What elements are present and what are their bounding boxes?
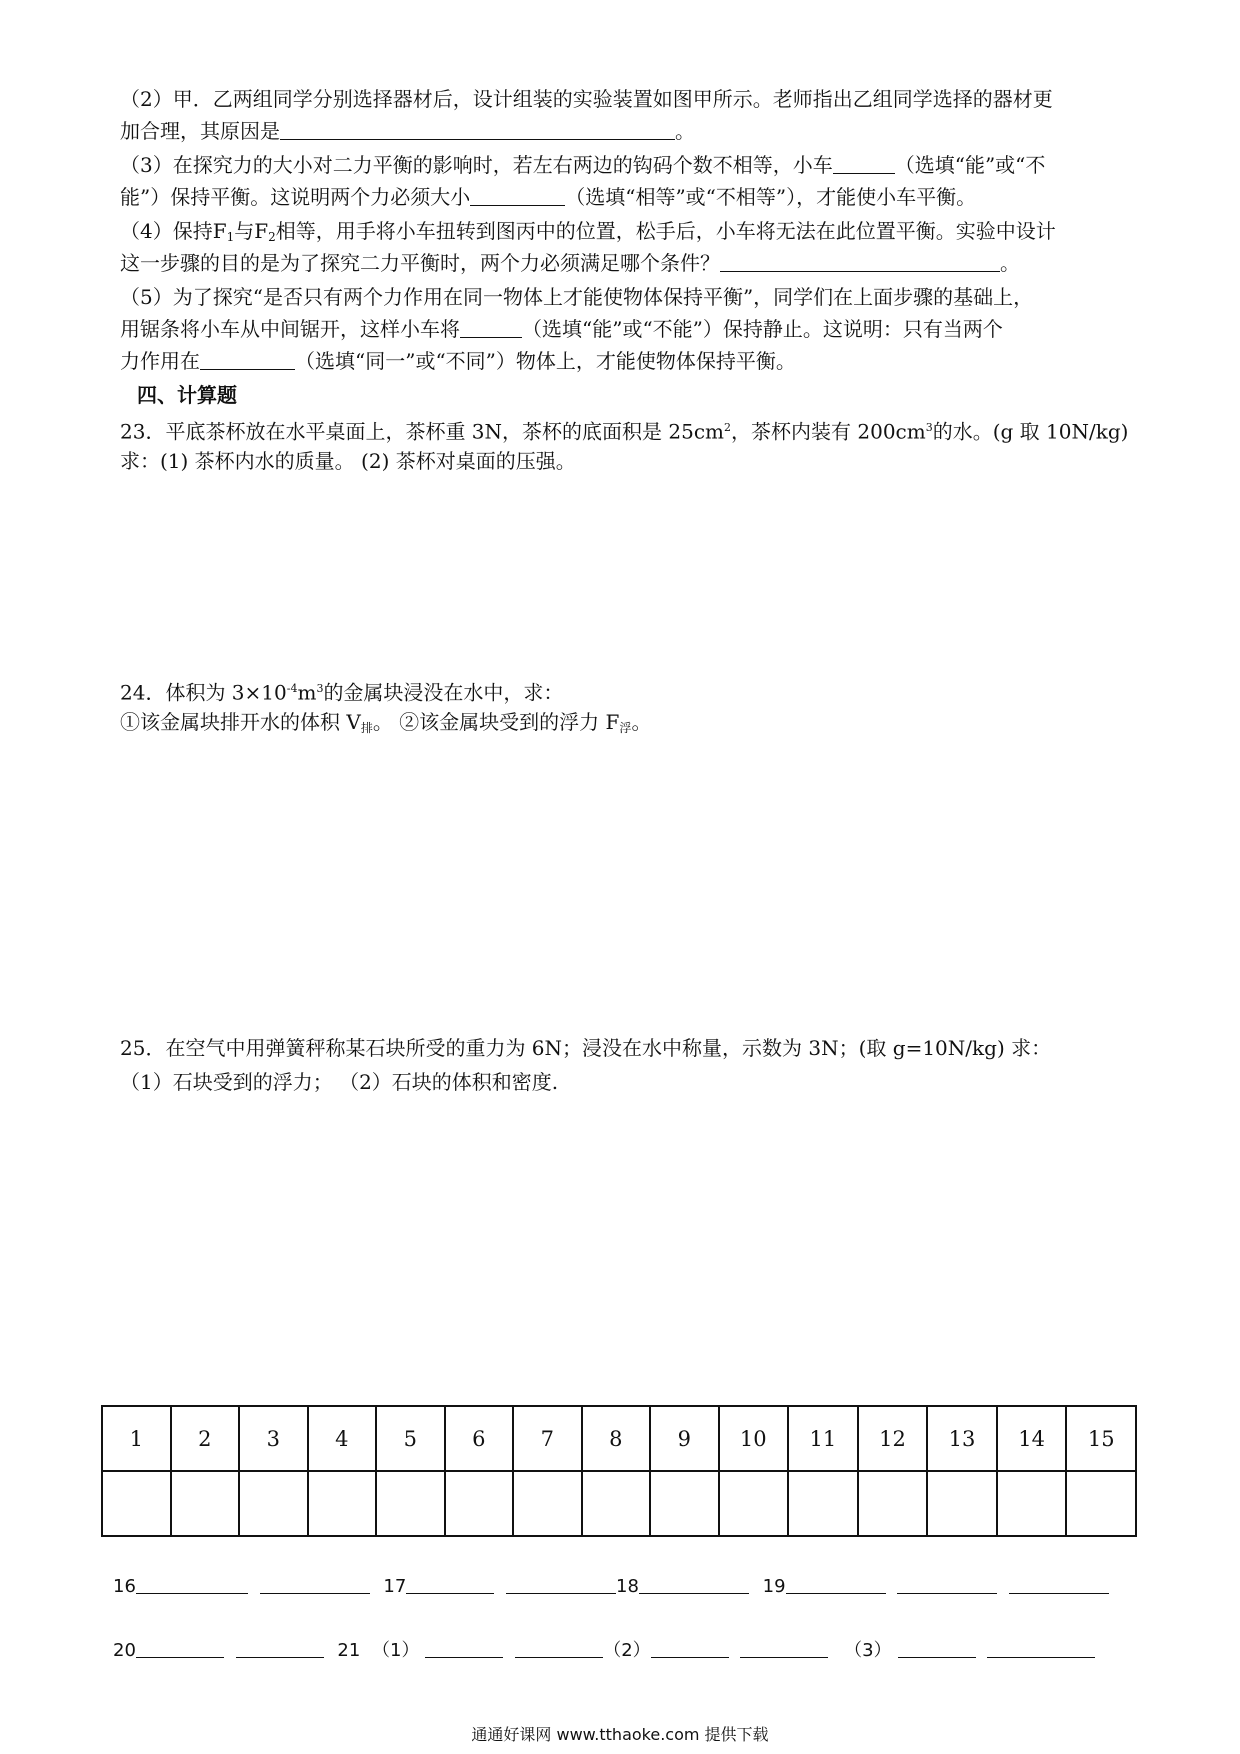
q22-part3-text3: 能”）保持平衡。这说明两个力必须大小 [120, 185, 471, 209]
answer-cell[interactable] [376, 1471, 445, 1536]
page-footer: 通通好课网 www.tthaoke.com 提供下载 [471, 1725, 769, 1744]
subscript: 2 [268, 230, 276, 244]
answer-blank[interactable] [786, 1573, 886, 1594]
answer-grid [101, 1405, 1137, 1537]
q22-part5-text5: （选填“同一”或“不同”）物体上，才能使物体保持平衡。 [295, 349, 796, 373]
superscript: 3 [316, 682, 324, 695]
q23-text3: 的水。(g 取 10N/kg) [932, 419, 1129, 444]
answer-cell[interactable] [719, 1471, 789, 1536]
question-number: 18 [616, 1576, 639, 1597]
grid-number: 4 [308, 1406, 377, 1471]
answer-cell[interactable] [308, 1471, 377, 1536]
q23-text2: ，茶杯内装有 200cm [731, 419, 926, 444]
grid-number: 5 [376, 1406, 445, 1471]
answer-blank[interactable] [425, 1637, 503, 1658]
grid-number: 8 [582, 1406, 651, 1471]
answer-cell[interactable] [445, 1471, 514, 1536]
superscript: 2 [724, 421, 732, 434]
fill-line-16-19 [113, 1573, 1109, 1601]
question-number: 20 [113, 1640, 136, 1661]
q24-text2: m [297, 680, 317, 705]
subscript: 浮 [619, 721, 632, 735]
answer-cell[interactable] [1066, 1471, 1136, 1536]
q22-part4-line1 [120, 217, 1056, 251]
answer-cell[interactable] [171, 1471, 240, 1536]
question-number: 17 [383, 1576, 407, 1597]
answer-blank[interactable] [460, 317, 522, 338]
grid-number: 1 [102, 1406, 171, 1471]
q22-part2-line1 [120, 85, 1053, 113]
subscript: 排 [360, 721, 373, 735]
period: 。 [675, 119, 695, 143]
part-label: （3） [844, 1640, 892, 1661]
answer-blank[interactable] [406, 1573, 494, 1594]
answer-cell[interactable] [102, 1471, 171, 1536]
q22-part3-text4: （选填“相等”或“不相等”），才能使小车平衡。 [565, 185, 977, 209]
answer-blank[interactable] [898, 1637, 976, 1658]
grid-number: 11 [788, 1406, 858, 1471]
q23-line2 [120, 447, 576, 475]
answer-blank[interactable] [740, 1637, 828, 1658]
part-label: （1） [372, 1640, 420, 1661]
q22-part5-text: （5）为了探究“是否只有两个力作用在同一物体上才能使物体保持平衡”，同学们在上面步骤的基础上， [120, 285, 1034, 309]
answer-blank[interactable] [236, 1637, 324, 1658]
q24-line1 [120, 675, 563, 707]
q22-part5-line3 [120, 347, 796, 375]
part-label: （2） [603, 1640, 651, 1661]
answer-cell[interactable] [858, 1471, 928, 1536]
answer-blank[interactable] [897, 1573, 997, 1594]
answer-cell[interactable] [788, 1471, 858, 1536]
q22-part4-text2: 与F [234, 219, 269, 243]
q25-line2 [120, 1068, 558, 1096]
answer-cell[interactable] [513, 1471, 582, 1536]
q24-text: 24．体积为 3×10 [120, 680, 287, 705]
q22-part5-text4: 力作用在 [120, 349, 200, 373]
grid-number: 6 [445, 1406, 514, 1471]
answer-cell[interactable] [650, 1471, 719, 1536]
q25-line1 [120, 1034, 1051, 1062]
section-title: 四、计算题 [137, 383, 237, 407]
answer-cell[interactable] [927, 1471, 997, 1536]
subscript: 1 [226, 230, 235, 244]
q23-line1 [120, 414, 1128, 446]
q22-part5-line2 [120, 315, 1003, 343]
q22-part5-line1 [120, 283, 1033, 311]
q22-part4-text4: 这一步骤的目的是为了探究二力平衡时，两个力必须满足哪个条件？ [120, 251, 720, 275]
answer-blank[interactable] [987, 1637, 1095, 1658]
fill-line-20-21 [113, 1637, 1095, 1665]
grid-number: 13 [927, 1406, 997, 1471]
answer-blank[interactable] [470, 185, 565, 206]
q24-text3: 的金属块浸没在水中，求： [323, 680, 564, 705]
period: 。 [631, 710, 652, 734]
q22-part2-text2: 加合理，其原因是 [120, 119, 280, 143]
answer-blank[interactable] [639, 1573, 749, 1594]
answer-blank[interactable] [260, 1573, 370, 1594]
answer-cell[interactable] [582, 1471, 651, 1536]
q22-part3-text: （3）在探究力的大小对二力平衡的影响时，若左右两边的钩码个数不相等，小车 [120, 153, 833, 177]
grid-number: 7 [513, 1406, 582, 1471]
q24-line2 [120, 708, 651, 742]
answer-blank[interactable] [651, 1637, 729, 1658]
question-number: 19 [762, 1576, 786, 1597]
q23-text4: 求：(1) 茶杯内水的质量。 (2) 茶杯对桌面的压强。 [120, 449, 576, 473]
grid-number: 9 [650, 1406, 719, 1471]
answer-blank[interactable] [1009, 1573, 1109, 1594]
answer-blank[interactable] [506, 1573, 616, 1594]
answer-blank[interactable] [136, 1573, 248, 1594]
superscript: 3 [925, 421, 933, 434]
grid-number: 3 [239, 1406, 308, 1471]
q22-part4-text: （4）保持F [120, 219, 227, 243]
grid-number: 10 [719, 1406, 789, 1471]
question-number: 21 [337, 1640, 361, 1661]
answer-grid-header-row [102, 1406, 1136, 1471]
q22-part4-text3: 相等，用手将小车扭转到图丙中的位置，松手后，小车将无法在此位置平衡。实验中设计 [275, 219, 1056, 243]
q25-text: 25．在空气中用弹簧秤称某石块所受的重力为 6N；浸没在水中称量，示数为 3N；(取 g=10N/kg) 求： [120, 1036, 1052, 1060]
q24-text4: ①该金属块排开水的体积 V [120, 710, 361, 734]
question-number: 16 [113, 1576, 136, 1597]
q23-text: 23．平底茶杯放在水平桌面上，茶杯重 3N，茶杯的底面积是 25cm [120, 419, 725, 444]
answer-blank[interactable] [280, 119, 675, 140]
q25-text2: （1）石块受到的浮力； （2）石块的体积和密度. [120, 1070, 559, 1094]
q22-part3-text2: （选填“能”或“不 [894, 153, 1046, 177]
grid-number: 14 [997, 1406, 1067, 1471]
grid-number: 15 [1066, 1406, 1136, 1471]
q22-part3-line2 [120, 183, 976, 211]
q24-text5: 。 ②该金属块受到的浮力 F [372, 710, 620, 734]
answer-cell[interactable] [997, 1471, 1067, 1536]
q22-part3-line1 [120, 151, 1045, 179]
q22-part5-text2: 用锯条将小车从中间锯开，这样小车将 [120, 317, 460, 341]
q22-part2-line2 [120, 117, 695, 145]
grid-number: 2 [171, 1406, 240, 1471]
answer-cell[interactable] [239, 1471, 308, 1536]
q22-part2-text: （2）甲．乙两组同学分别选择器材后，设计组装的实验装置如图甲所示。老师指出乙组同学选择的器材更 [120, 87, 1053, 111]
answer-blank[interactable] [200, 349, 295, 370]
answer-blank[interactable] [136, 1637, 224, 1658]
q22-part5-text3: （选填“能”或“不能”）保持静止。这说明：只有当两个 [522, 317, 1003, 341]
superscript: -4 [286, 682, 298, 695]
period: 。 [1000, 251, 1020, 275]
answer-blank[interactable] [515, 1637, 603, 1658]
answer-grid-answer-row [102, 1471, 1136, 1536]
answer-blank[interactable] [833, 153, 895, 174]
grid-number: 12 [858, 1406, 928, 1471]
q22-part4-line2 [120, 249, 1020, 277]
answer-blank[interactable] [720, 251, 1000, 272]
